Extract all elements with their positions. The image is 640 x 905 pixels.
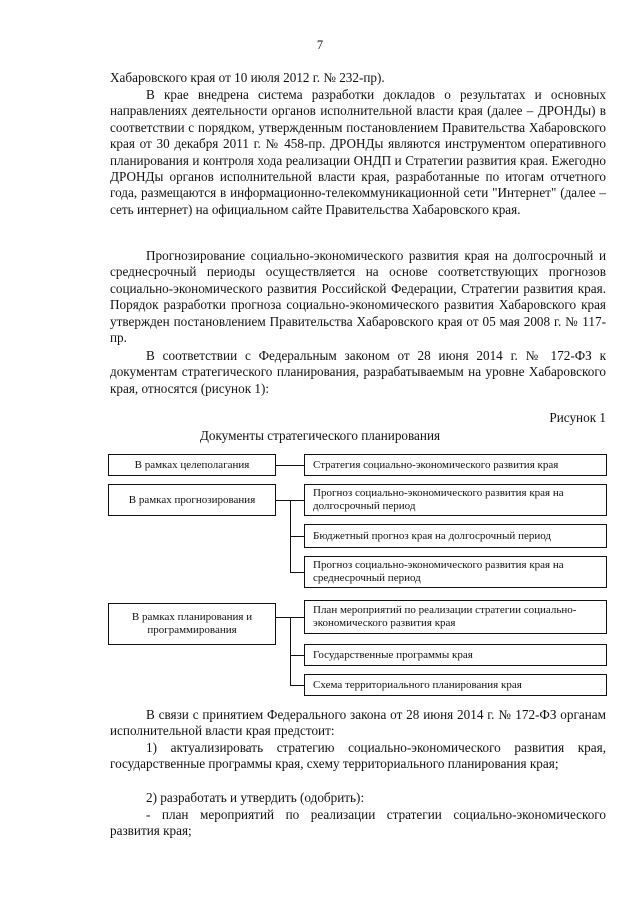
connector-line — [290, 685, 304, 686]
connector-line — [290, 617, 291, 685]
item-action-plan — [304, 600, 607, 634]
group-planning — [108, 603, 276, 645]
item-label: Прогноз социально-экономического развития края на среднесрочный период — [313, 559, 564, 584]
group-planning-label: В рамках планирования и программирования — [131, 611, 253, 636]
item-label: Прогноз социально-экономического развития края на долгосрочный период — [313, 487, 564, 512]
connector-line — [290, 536, 304, 537]
item-label: Бюджетный прогноз края на долгосрочный период — [313, 529, 551, 542]
figure-label: Рисунок 1 — [549, 410, 606, 425]
connector-line — [290, 655, 304, 656]
item-territorial-scheme — [304, 674, 607, 696]
paragraph-continuation: Хабаровского края от 10 июля 2012 г. № 232-пр). — [110, 70, 385, 85]
page-number: 7 — [316, 38, 324, 52]
item-budget-forecast — [304, 524, 607, 548]
item-label: Схема территориального планирования края — [313, 678, 522, 691]
connector-line — [290, 572, 304, 573]
paragraph-dronds: В крае внедрена система разработки докладов о результатах и основных направлениях деятельности органов исполнительной власти края (далее – ДРОНДы) в соответствии с порядком, утвержденным постановлением Правительства Хабаровского края от 30 декабря 2011 г. № 458-пр. ДРОНДы являются инструментом оперативного планирования и контроля хода реализации ОНДП и Стратегии развития края. Ежегодно ДРОНДы органов исполнительной власти края, разработанные по итогам отчетного года, размещаются в информационно-телекоммуникационной сети "Интернет" (далее – сеть интернет) на официальном сайте Правительства Хабаровского края. — [110, 87, 606, 217]
item-label: План мероприятий по реализации стратегии социально-экономического развития края — [313, 604, 577, 629]
item-strategy — [304, 454, 607, 476]
group-goal-setting — [108, 454, 276, 476]
paragraph-consequences: В связи с принятием Федерального закона от 28 июня 2014 г. № 172-ФЗ органам исполнительной власти края предстоит: — [110, 707, 606, 739]
group-forecasting — [108, 484, 276, 516]
item-label: Государственные программы края — [313, 648, 473, 661]
item-long-term-forecast — [304, 484, 607, 516]
paragraph-forecasting: Прогнозирование социально-экономического развития края на долгосрочный и среднесрочный периоды осуществляется на основе соответствующих прогнозов социально-экономического развития Российской Федерации, Стратегии развития края. Порядок разработки прогноза социально-экономического развития Хабаровского края утвержден постановлением Правительства Хабаровского края от 05 мая 2008 г. № 117-пр. — [110, 248, 606, 346]
list-item-actualize: 1) актуализировать стратегию социально-экономического развития края, государственные программы края, схему территориального планирования края; — [110, 740, 606, 772]
group-forecasting-label: В рамках прогнозирования — [128, 493, 256, 506]
item-label: Стратегия социально-экономического развития края — [313, 458, 559, 471]
item-mid-term-forecast — [304, 556, 607, 588]
list-item-action-plan: - план мероприятий по реализации стратегии социально-экономического развития края; — [110, 807, 606, 839]
paragraph-federal-law: В соответствии с Федеральным законом от 28 июня 2014 г. № 172-ФЗ к документам стратегического планирования, разрабатываемым на уровне Хабаровского края, относятся (рисунок 1): — [110, 348, 606, 396]
list-item-develop: 2) разработать и утвердить (одобрить): — [146, 790, 365, 805]
connector-line — [276, 465, 304, 466]
figure-title: Документы стратегического планирования — [199, 428, 441, 443]
item-state-programs — [304, 644, 607, 666]
group-goal-setting-label: В рамках целеполагания — [134, 458, 250, 471]
